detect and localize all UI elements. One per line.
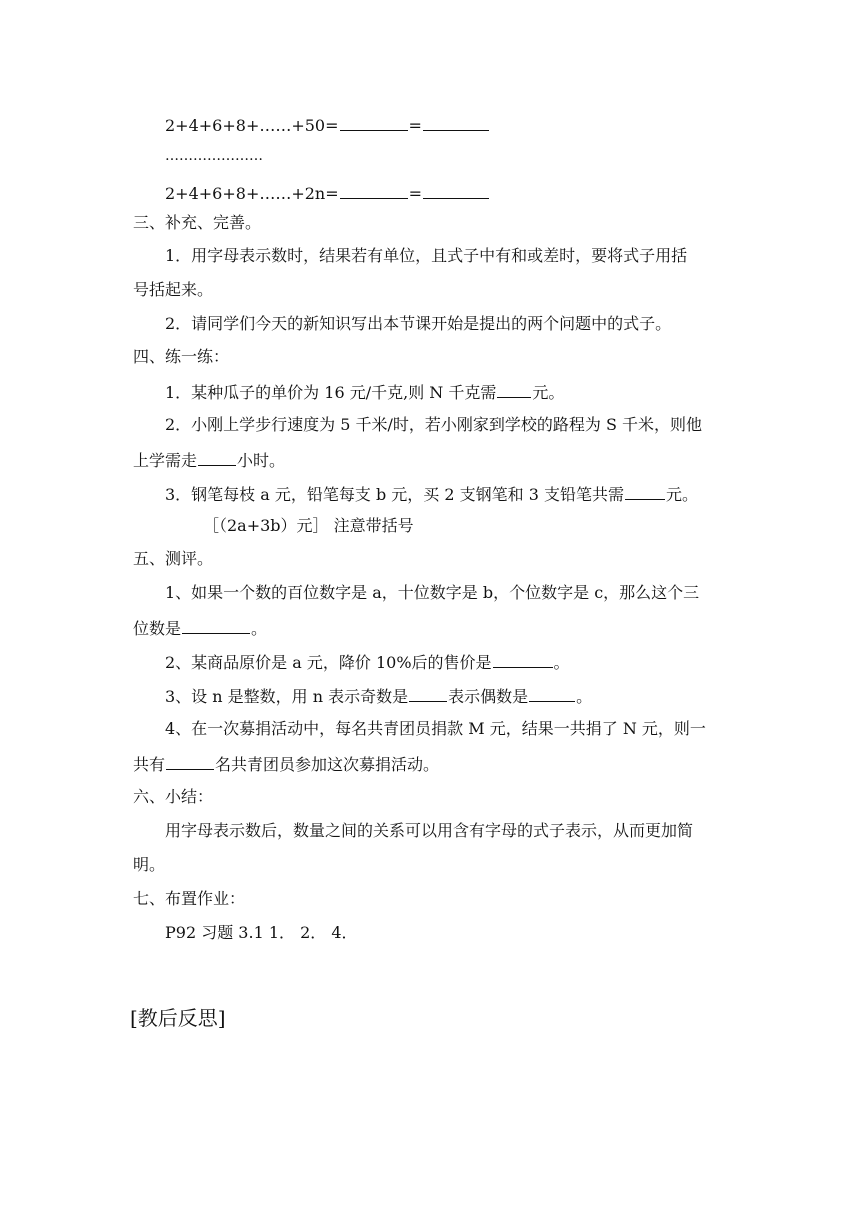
item-text: 2、某商品原价是 a 元，降价 10%后的售价是 bbox=[165, 653, 492, 672]
item-text: 1．某种瓜子的单价为 16 元/千克,则 N 千克需 bbox=[165, 383, 497, 402]
section-4-item-3 bbox=[165, 483, 698, 505]
section-7-heading: 七、布置作业： bbox=[133, 889, 246, 908]
homework-assignment: P92 习题 3.1 1． 2． 4． bbox=[165, 923, 358, 942]
section-4-item-2-line-1: 2．小刚上学步行速度为 5 千米/时，若小刚家到学校的路程为 S 千米，则他 bbox=[165, 415, 703, 434]
answer-blank[interactable] bbox=[409, 685, 447, 702]
answer-blank[interactable] bbox=[198, 449, 236, 466]
section-3-item-2: 2．请同学们今天的新知识写出本节课开始是提出的两个问题中的式子。 bbox=[165, 314, 672, 333]
equation-2-text: 2+4+6+8+……+2n= bbox=[165, 184, 339, 203]
section-4-item-2-line-2 bbox=[133, 449, 285, 471]
ellipsis-line: ………………… bbox=[165, 148, 263, 164]
item-text: 。 bbox=[553, 653, 570, 672]
item-text: 表示偶数是 bbox=[448, 687, 529, 706]
section-4-hint: ［（2a+3b）元］ 注意带括号 bbox=[203, 516, 414, 535]
section-5-heading: 五、测评。 bbox=[133, 549, 214, 568]
item-text: 3、设 n 是整数，用 n 表示奇数是 bbox=[165, 687, 409, 706]
item-text: 小时。 bbox=[237, 451, 286, 470]
item-text: 元。 bbox=[666, 485, 699, 504]
section-5-item-3 bbox=[165, 685, 592, 707]
item-text: 上学需走 bbox=[133, 451, 198, 470]
section-4-heading: 四、练一练： bbox=[133, 347, 230, 366]
item-text: 元。 bbox=[532, 383, 565, 402]
answer-blank[interactable] bbox=[625, 483, 665, 500]
answer-blank[interactable] bbox=[423, 182, 489, 199]
answer-blank[interactable] bbox=[340, 182, 408, 199]
answer-blank[interactable] bbox=[166, 753, 214, 770]
equals-sign: = bbox=[408, 184, 423, 203]
reflection-heading: [教后反思] bbox=[130, 1006, 226, 1030]
item-text: 。 bbox=[251, 619, 268, 638]
item-text: 共有 bbox=[133, 755, 166, 774]
section-3-heading: 三、补充、完善。 bbox=[133, 213, 262, 232]
equation-line-2 bbox=[165, 182, 490, 204]
equals-sign: = bbox=[408, 116, 422, 135]
item-text: 。 bbox=[576, 687, 593, 706]
section-5-item-1-line-1: 1、如果一个数的百位数字是 a，十位数字是 b，个位数字是 c，那么这个三 bbox=[165, 583, 700, 602]
section-5-item-4-line-1: 4、在一次募捐活动中，每名共青团员捐款 M 元，结果一共捐了 N 元，则一 bbox=[165, 719, 706, 738]
answer-blank[interactable] bbox=[340, 114, 408, 131]
item-text: 3．钢笔每枝 a 元，铅笔每支 b 元，买 2 支钢笔和 3 支铅笔共需 bbox=[165, 485, 625, 504]
equation-line-1 bbox=[165, 114, 490, 136]
section-3-item-1-line-2: 号括起来。 bbox=[133, 280, 214, 299]
item-text: 位数是 bbox=[133, 619, 182, 638]
section-5-item-4-line-2 bbox=[133, 753, 439, 775]
answer-blank[interactable] bbox=[493, 651, 553, 668]
answer-blank[interactable] bbox=[182, 617, 250, 634]
section-4-item-1 bbox=[165, 381, 564, 403]
section-6-heading: 六、小结： bbox=[133, 787, 214, 806]
section-3-item-1-line-1: 1．用字母表示数时，结果若有单位，且式子中有和或差时，要将式子用括 bbox=[165, 246, 688, 265]
section-5-item-2 bbox=[165, 651, 570, 673]
answer-blank[interactable] bbox=[423, 114, 489, 131]
equation-1-text: 2+4+6+8+……+50= bbox=[165, 116, 339, 135]
section-6-text-line-1: 用字母表示数后，数量之间的关系可以用含有字母的式子表示，从而更加简 bbox=[165, 821, 694, 840]
section-6-text-line-2: 明。 bbox=[133, 855, 166, 874]
section-5-item-1-line-2 bbox=[133, 617, 267, 639]
item-text: 名共青团员参加这次募捐活动。 bbox=[215, 755, 440, 774]
answer-blank[interactable] bbox=[529, 685, 575, 702]
answer-blank[interactable] bbox=[497, 381, 531, 398]
